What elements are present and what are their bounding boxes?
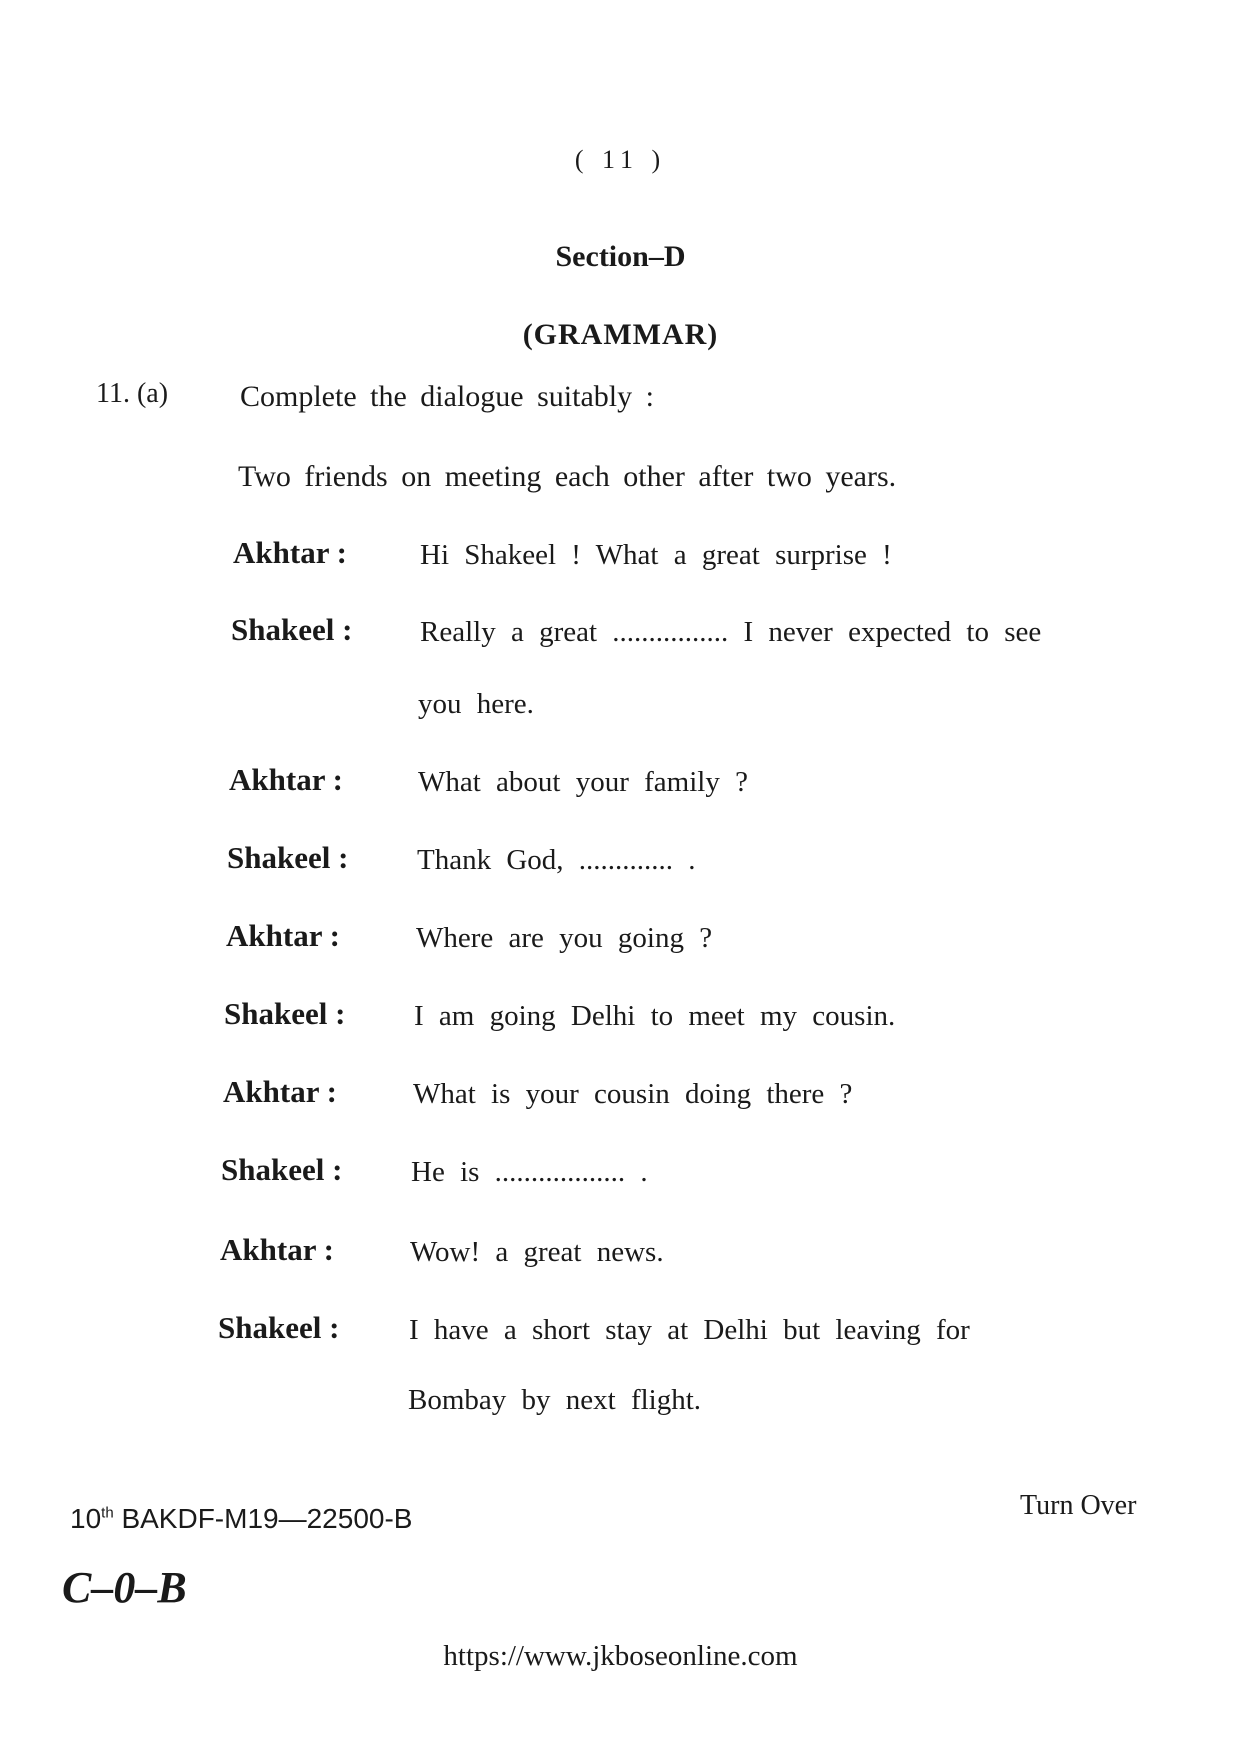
turn-over-note: Turn Over [1020, 1490, 1137, 1521]
dialogue-line [0, 918, 1241, 998]
dialogue-text: I am going Delhi to meet my cousin. [414, 1000, 896, 1032]
paper-code [70, 1503, 412, 1535]
question-context: Two friends on meeting each other after two years. [238, 460, 897, 493]
paper-code-class: 10 [70, 1503, 102, 1534]
dialogue-text-continued: you here. [418, 688, 534, 720]
dialogue-line [0, 1310, 1241, 1416]
speaker-label: Shakeel : [218, 1310, 340, 1345]
speaker-label: Akhtar : [233, 535, 347, 570]
dialogue-text: Thank God, ............. . [417, 844, 696, 876]
question-instruction: Complete the dialogue suitably : [240, 380, 654, 413]
dialogue-line [0, 1232, 1241, 1312]
speaker-label: Akhtar : [220, 1232, 334, 1267]
dialogue-text: I have a short stay at Delhi but leaving for [409, 1314, 970, 1346]
section-subtitle: (GRAMMAR) [522, 318, 719, 351]
dialogue-line [0, 535, 1241, 615]
dialogue-text-continued: Bombay by next flight. [408, 1384, 702, 1416]
speaker-label: Shakeel : [227, 840, 349, 875]
section-title: Section–D [555, 240, 686, 273]
page-number: ( 11 ) [574, 145, 667, 174]
speaker-label: Shakeel : [224, 996, 346, 1031]
dialogue-line [0, 762, 1241, 842]
speaker-label: Akhtar : [229, 762, 343, 797]
dialogue-line [0, 840, 1241, 920]
dialogue-text: Really a great ................ I never expected to see [420, 616, 1042, 648]
dialogue-text: Wow! a great news. [410, 1236, 664, 1268]
speaker-label: Shakeel : [221, 1152, 343, 1187]
paper-code-id: BAKDF-M19—22500-B [113, 1503, 413, 1534]
source-url: https://www.jkboseonline.com [443, 1640, 798, 1672]
question-number: 11. (a) [96, 378, 169, 409]
dialogue-line [0, 1074, 1241, 1154]
dialogue-text: Hi Shakeel ! What a great surprise ! [420, 539, 892, 571]
dialogue-text: He is .................. . [411, 1156, 648, 1188]
dialogue-line [0, 1152, 1241, 1232]
dialogue-text: Where are you going ? [416, 922, 713, 954]
dialogue-line [0, 996, 1241, 1076]
speaker-label: Akhtar : [223, 1074, 337, 1109]
paper-code-suffix: th [101, 1504, 114, 1522]
dialogue-line [0, 612, 1241, 720]
set-code: C–0–B [62, 1563, 187, 1612]
dialogue-text: What about your family ? [418, 766, 748, 798]
dialogue-text: What is your cousin doing there ? [413, 1078, 853, 1110]
speaker-label: Akhtar : [226, 918, 340, 953]
speaker-label: Shakeel : [231, 612, 353, 647]
